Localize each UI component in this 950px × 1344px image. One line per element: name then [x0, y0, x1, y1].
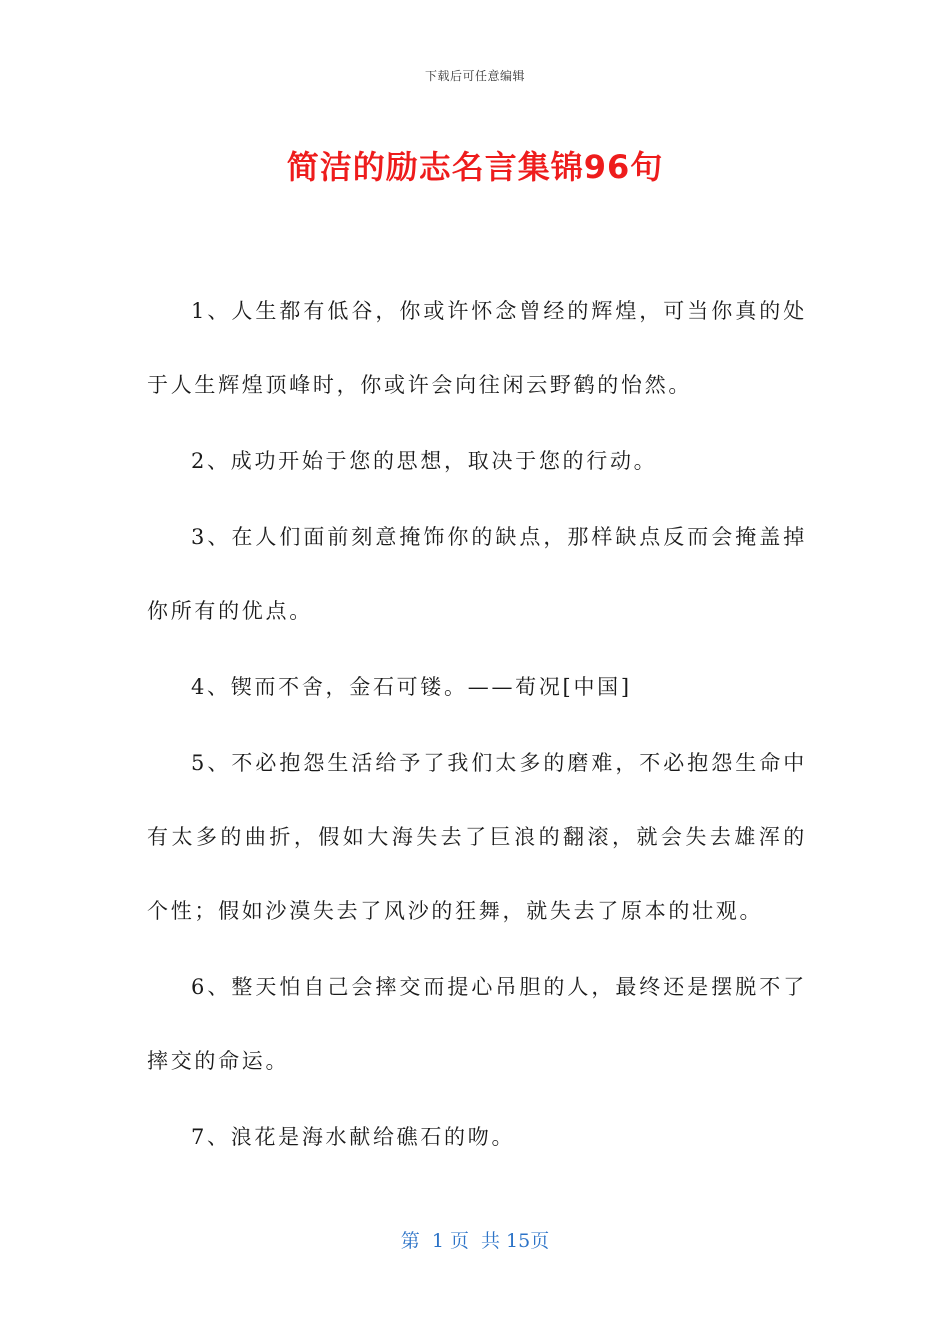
header-note: 下载后可任意编辑	[424, 69, 525, 83]
quote-paragraph-1: 1、人生都有低谷，你或许怀念曾经的辉煌，可当你真的处于人生辉煌顶峰时，你或许会向往闲云野鹤的怡然。	[147, 299, 807, 397]
quote-paragraph-3: 3、在人们面前刻意掩饰你的缺点，那样缺点反而会掩盖掉你所有的优点。	[147, 525, 807, 623]
quote-paragraph-7: 7、浪花是海水献给礁石的吻。	[191, 1125, 516, 1149]
quote-paragraph-2: 2、成功开始于您的思想，取决于您的行动。	[191, 449, 658, 473]
document-title: 简洁的励志名言集锦96句	[286, 148, 664, 186]
page-indicator: 第 1 页 共 15页	[400, 1230, 550, 1252]
quote-paragraph-6: 6、整天怕自己会摔交而提心吊胆的人，最终还是摆脱不了摔交的命运。	[147, 975, 807, 1073]
quote-paragraph-5: 5、不必抱怨生活给予了我们太多的磨难，不必抱怨生命中有太多的曲折，假如大海失去了巨浪的翻滚，就会失去雄浑的个性；假如沙漠失去了风沙的狂舞，就失去了原本的壮观。	[147, 751, 807, 923]
quote-paragraph-4: 4、锲而不舍，金石可镂。——荀况[中国]	[191, 675, 632, 699]
document-body	[147, 274, 807, 1176]
